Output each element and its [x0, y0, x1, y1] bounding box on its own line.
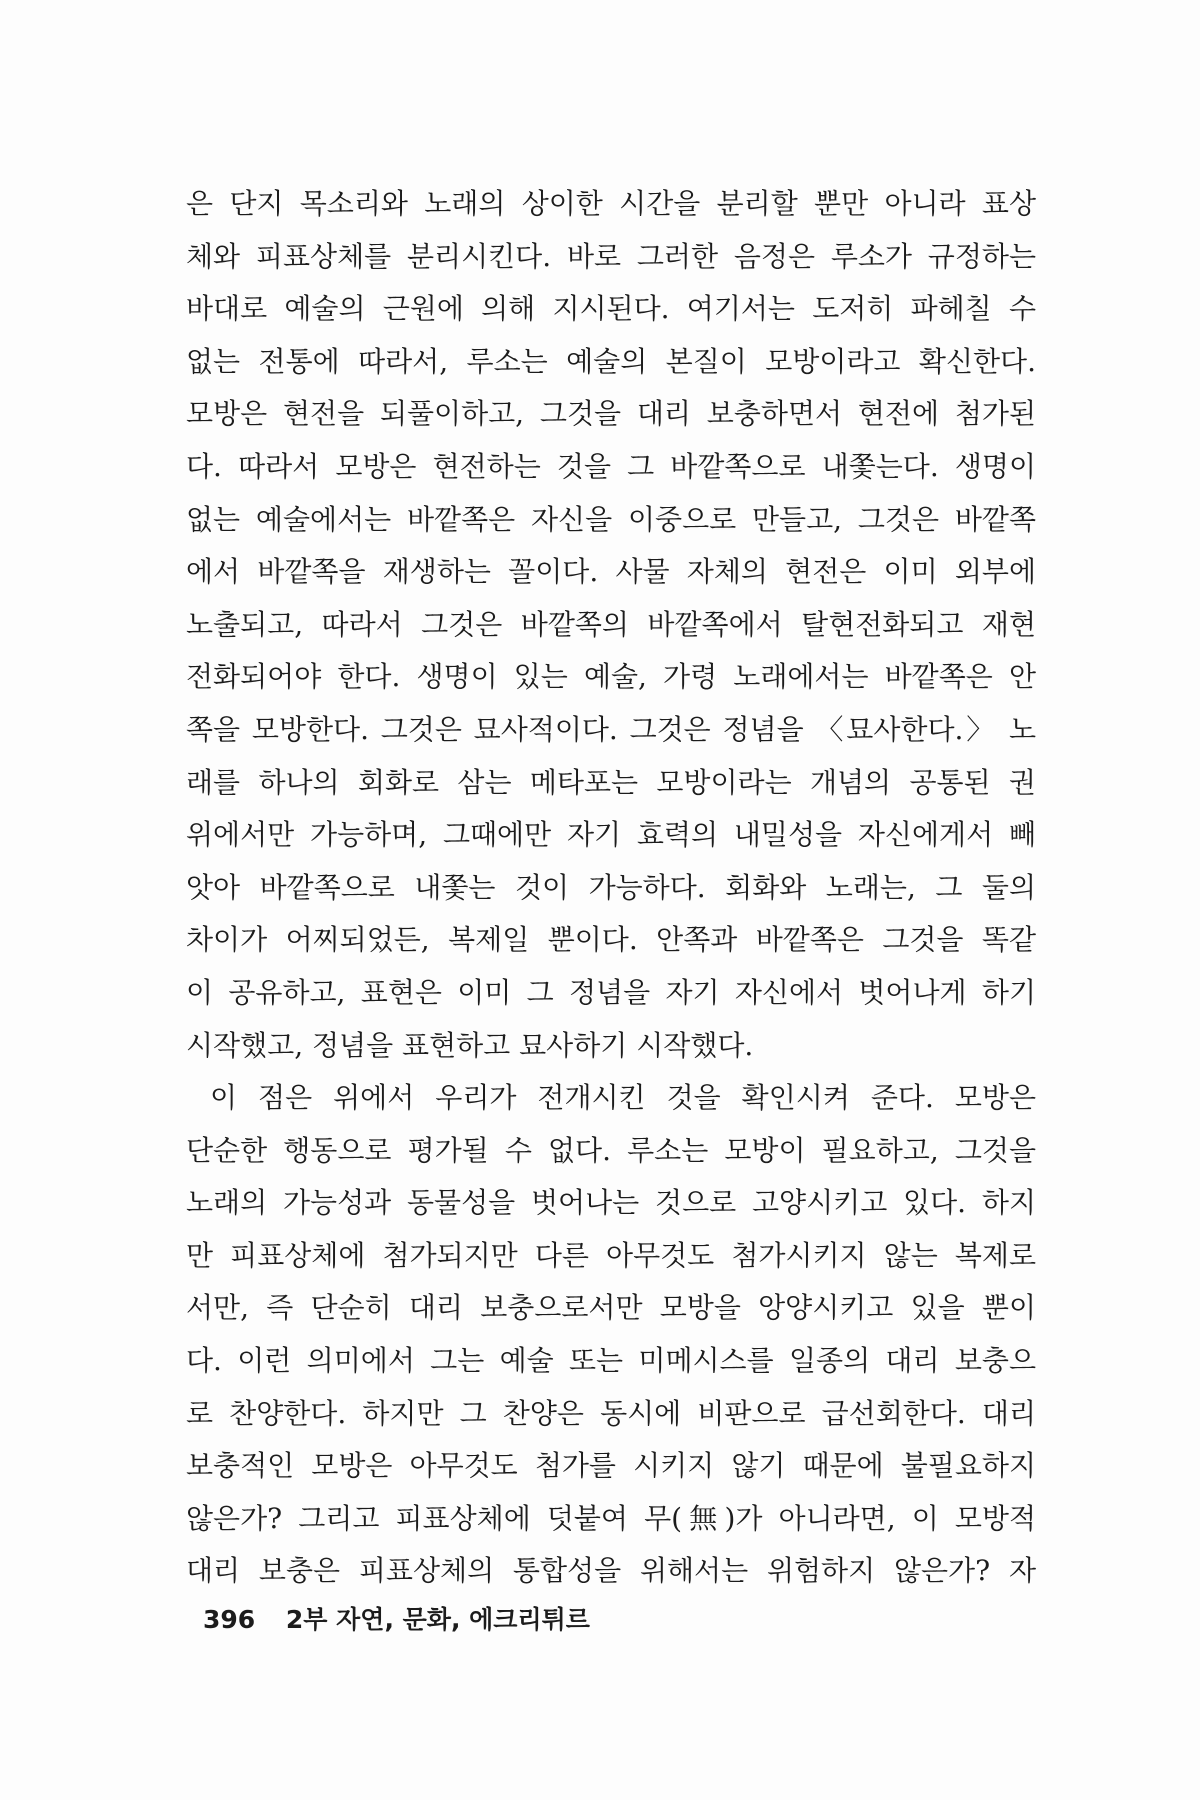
running-title: 2부 자연, 문화, 에크리튀르 [285, 1605, 590, 1634]
text-line: 바대로 예술의 근원에 의해 지시된다. 여기서는 도저히 파헤칠 수 [186, 292, 1036, 326]
text-line: 위에서만 가능하며, 그때에만 자기 효력의 내밀성을 자신에게서 빼 [186, 818, 1036, 852]
body-text [186, 178, 1036, 1598]
text-line: 서만, 즉 단순히 대리 보충으로서만 모방을 앙양시키고 있을 뿐이 [186, 1291, 1036, 1325]
text-line: 없는 전통에 따라서, 루소는 예술의 본질이 모방이라고 확신한다. [186, 344, 1036, 378]
paragraph-end-line: 시작했고, 정념을 표현하고 묘사하기 시작했다. [186, 1028, 754, 1062]
text-line: 없는 예술에서는 바깥쪽은 자신을 이중으로 만들고, 그것은 바깥쪽 [186, 502, 1036, 536]
text-line: 보충적인 모방은 아무것도 첨가를 시키지 않기 때문에 불필요하지 [186, 1449, 1036, 1483]
text-line: 노래의 가능성과 동물성을 벗어나는 것으로 고양시키고 있다. 하지 [186, 1186, 1036, 1220]
text-line: 모방은 현전을 되풀이하고, 그것을 대리 보충하면서 현전에 첨가된 [186, 397, 1036, 431]
text-line: 래를 하나의 회화로 삼는 메타포는 모방이라는 개념의 공통된 권 [186, 765, 1036, 799]
text-line: 노출되고, 따라서 그것은 바깥쪽의 바깥쪽에서 탈현전화되고 재현 [186, 607, 1036, 641]
text-line: 에서 바깥쪽을 재생하는 꼴이다. 사물 자체의 현전은 이미 외부에 [186, 555, 1036, 589]
text-line: 않은가? 그리고 피표상체에 덧붙여 무(無)가 아니라면, 이 모방적 [186, 1501, 1036, 1535]
text-line: 단순한 행동으로 평가될 수 없다. 루소는 모방이 필요하고, 그것을 [186, 1133, 1036, 1167]
text-line: 다. 따라서 모방은 현전하는 것을 그 바깥쪽으로 내쫓는다. 생명이 [186, 449, 1036, 483]
text-line: 전화되어야 한다. 생명이 있는 예술, 가령 노래에서는 바깥쪽은 안 [186, 660, 1036, 694]
text-line: 이 공유하고, 표현은 이미 그 정념을 자기 자신에서 벗어나게 하기 [186, 975, 1036, 1009]
text-line: 만 피표상체에 첨가되지만 다른 아무것도 첨가시키지 않는 복제로 [186, 1238, 1036, 1272]
text-line: 앗아 바깥쪽으로 내쫓는 것이 가능하다. 회화와 노래는, 그 둘의 [186, 870, 1036, 904]
text-line: 은 단지 목소리와 노래의 상이한 시간을 분리할 뿐만 아니라 표상 [186, 187, 1036, 220]
paragraph-start-line: 이 점은 위에서 우리가 전개시킨 것을 확인시켜 준다. 모방은 [210, 1081, 1036, 1115]
page-number: 396 [203, 1605, 256, 1634]
text-line: 로 찬양한다. 하지만 그 찬양은 동시에 비판으로 급선회한다. 대리 [186, 1396, 1036, 1430]
text-line: 다. 이런 의미에서 그는 예술 또는 미메시스를 일종의 대리 보충으 [186, 1344, 1036, 1378]
text-line: 쪽을 모방한다. 그것은 묘사적이다. 그것은 정념을 〈묘사한다.〉 노 [186, 712, 1036, 746]
page-footer [203, 1600, 590, 1636]
text-line: 차이가 어찌되었든, 복제일 뿐이다. 안쪽과 바깥쪽은 그것을 똑같 [186, 923, 1036, 957]
text-line: 대리 보충은 피표상체의 통합성을 위해서는 위험하지 않은가? 자 [186, 1554, 1036, 1588]
text-line: 체와 피표상체를 분리시킨다. 바로 그러한 음정은 루소가 규정하는 [186, 239, 1036, 273]
